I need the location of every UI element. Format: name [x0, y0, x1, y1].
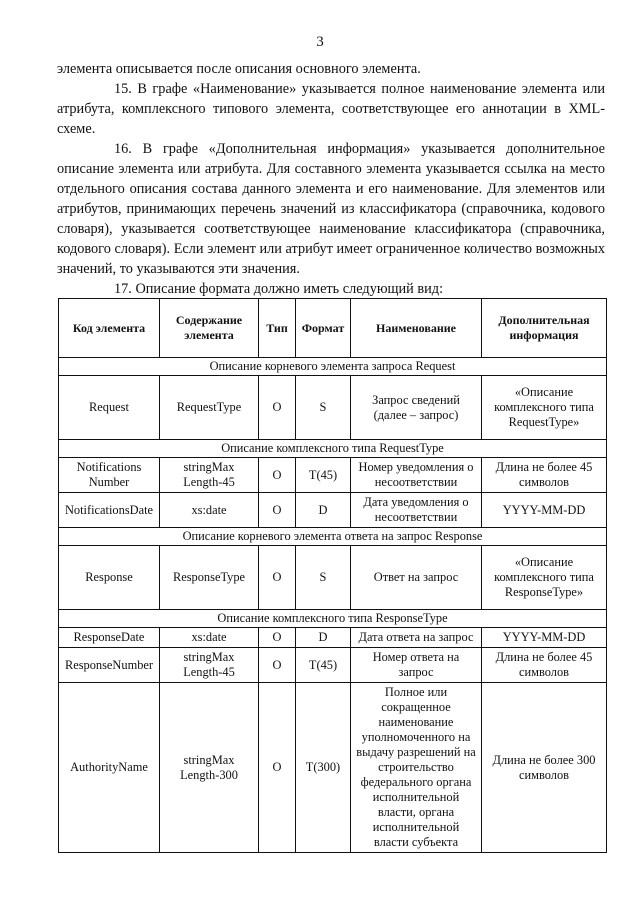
table-row [59, 493, 607, 528]
table-header-row [59, 299, 607, 358]
cell-info: «Описание комплексного типа ResponseType» [482, 546, 607, 610]
section-title: Описание корневого элемента ответа на запрос Response [59, 528, 607, 546]
header-cell: Код элемента [59, 299, 160, 358]
section-row [59, 610, 607, 628]
cell-code: Response [59, 546, 160, 610]
cell-type: О [259, 648, 296, 683]
cell-type: О [259, 493, 296, 528]
paragraph: 16. В графе «Дополнительная информация» указывается дополнительное описание элемента или атрибута. Для составного элемента указывается ссылка на место отдельного описания состава данного элемента и его наименование. Для элементов или атрибутов, принимающих перечень значений из классификатора (справочника, кодового словаря), указывается соответствующее наименование классификатора (справочника, кодового словаря). Если элемент или атрибут имеет ограниченное количество возможных значений, то указываются эти значения. [57, 141, 605, 277]
cell-format: T(300) [296, 683, 351, 853]
table-row [59, 458, 607, 493]
cell-name: Ответ на запрос [351, 546, 482, 610]
cell-type: О [259, 683, 296, 853]
cell-name: Полное или сокращенное наименование уполномоченного на выдачу разрешений на строительство федерального органа исполнительной власти, органа исполнительной власти субъекта [351, 683, 482, 853]
cell-content: stringMax Length-300 [160, 683, 259, 853]
format-table [58, 298, 607, 853]
table-row [59, 546, 607, 610]
cell-format: T(45) [296, 458, 351, 493]
cell-type: О [259, 628, 296, 648]
section-row [59, 358, 607, 376]
cell-format: D [296, 628, 351, 648]
cell-content: ResponseType [160, 546, 259, 610]
cell-info: YYYY-MM-DD [482, 628, 607, 648]
cell-info: Длина не более 300 символов [482, 683, 607, 853]
cell-code: ResponseDate [59, 628, 160, 648]
cell-format: S [296, 546, 351, 610]
section-title: Описание комплексного типа ResponseType [59, 610, 607, 628]
cell-info: «Описание комплексного типа RequestType» [482, 376, 607, 440]
cell-info: Длина не более 45 символов [482, 648, 607, 683]
paragraph: 15. В графе «Наименование» указывается полное наименование элемента или атрибута, комплексного типового элемента, соответствующее его аннотации в XML-схеме. [57, 81, 605, 137]
cell-name: Дата уведомления о несоответствии [351, 493, 482, 528]
cell-name: Дата ответа на запрос [351, 628, 482, 648]
cell-format: T(45) [296, 648, 351, 683]
table-row [59, 628, 607, 648]
section-row [59, 440, 607, 458]
cell-info: Длина не более 45 символов [482, 458, 607, 493]
header-cell: Содержание элемента [160, 299, 259, 358]
cell-content: stringMax Length-45 [160, 648, 259, 683]
cell-info: YYYY-MM-DD [482, 493, 607, 528]
cell-content: RequestType [160, 376, 259, 440]
cell-name: Номер ответа на запрос [351, 648, 482, 683]
cell-code: Notifications Number [59, 458, 160, 493]
paragraph: элемента описывается после описания основного элемента. [57, 61, 421, 77]
cell-code: ResponseNumber [59, 648, 160, 683]
cell-name: Номер уведомления о несоответствии [351, 458, 482, 493]
header-cell: Дополнительная информация [482, 299, 607, 358]
cell-code: Request [59, 376, 160, 440]
section-title: Описание корневого элемента запроса Request [59, 358, 607, 376]
paragraph: 17. Описание формата должно иметь следующий вид: [114, 281, 444, 297]
section-title: Описание комплексного типа RequestType [59, 440, 607, 458]
cell-code: NotificationsDate [59, 493, 160, 528]
table-row [59, 376, 607, 440]
cell-type: О [259, 546, 296, 610]
body-text [57, 59, 605, 299]
header-cell: Наименование [351, 299, 482, 358]
section-row [59, 528, 607, 546]
page-number: 3 [316, 34, 324, 50]
cell-name: Запрос сведений (далее – запрос) [351, 376, 482, 440]
cell-content: xs:date [160, 493, 259, 528]
cell-content: stringMax Length-45 [160, 458, 259, 493]
cell-type: О [259, 458, 296, 493]
cell-type: О [259, 376, 296, 440]
cell-content: xs:date [160, 628, 259, 648]
table-row [59, 683, 607, 853]
cell-code: AuthorityName [59, 683, 160, 853]
cell-format: S [296, 376, 351, 440]
header-cell: Формат [296, 299, 351, 358]
cell-format: D [296, 493, 351, 528]
header-cell: Тип [259, 299, 296, 358]
table-row [59, 648, 607, 683]
